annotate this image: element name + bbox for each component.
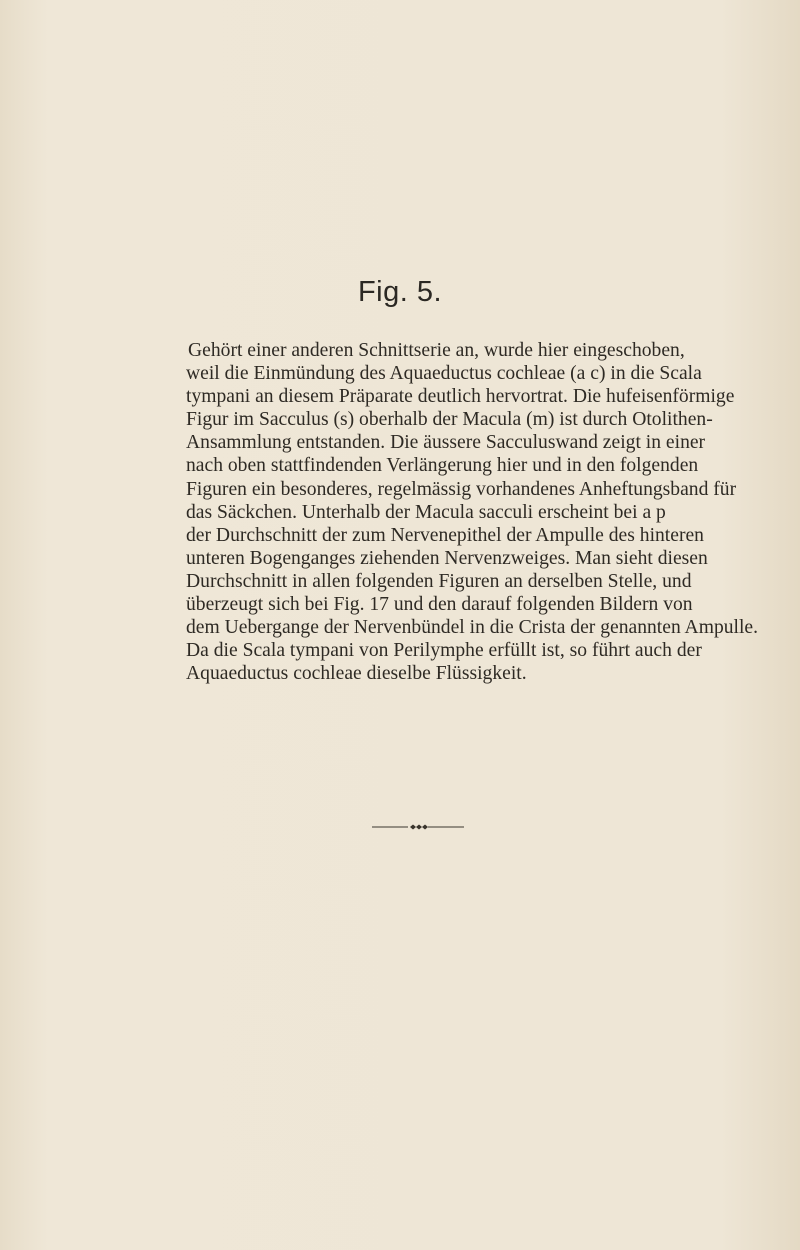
text-line: Gehört einer anderen Schnittserie an, wurde hier eingeschoben,: [188, 340, 685, 361]
section-end-ornament: [372, 823, 464, 831]
text-line: dem Uebergange der Nervenbündel in die Crista der genannten Ampulle.: [186, 617, 759, 639]
text-line: Da die Scala tympani von Perilymphe erfüllt ist, so führt auch der: [186, 640, 702, 662]
text-line: Figur im Sacculus (s) oberhalb der Macula (m) ist durch Otolithen-: [186, 409, 713, 431]
text-line: das Säckchen. Unterhalb der Macula sacculi erscheint bei a p: [186, 501, 666, 523]
text-line: Ansammlung entstanden. Die äussere Sacculuswand zeigt in einer: [186, 432, 706, 454]
text-line: überzeugt sich bei Fig. 17 und den darauf folgenden Bildern von: [186, 594, 693, 616]
text-line: tympani an diesem Präparate deutlich hervortrat. Die hufeisenförmige: [186, 386, 735, 408]
text-line: der Durchschnitt der zum Nervenepithel der Ampulle des hinteren: [186, 524, 704, 546]
text-line: Figuren ein besonderes, regelmässig vorhandenes Anheftungsband für: [186, 478, 737, 500]
text-line: weil die Einmündung des Aquaeductus cochleae (a c) in die Scala: [186, 363, 702, 385]
text-line: nach oben stattfindenden Verlängerung hier und in den folgenden: [186, 455, 699, 477]
figure-description: [186, 339, 759, 685]
text-line: Aquaeductus cochleae dieselbe Flüssigkeit.: [186, 663, 527, 685]
figure-title: Fig. 5.: [357, 276, 443, 308]
text-line: unteren Bogenganges ziehenden Nervenzweiges. Man sieht diesen: [186, 547, 708, 569]
text-line: Durchschnitt in allen folgenden Figuren an derselben Stelle, und: [186, 570, 692, 592]
